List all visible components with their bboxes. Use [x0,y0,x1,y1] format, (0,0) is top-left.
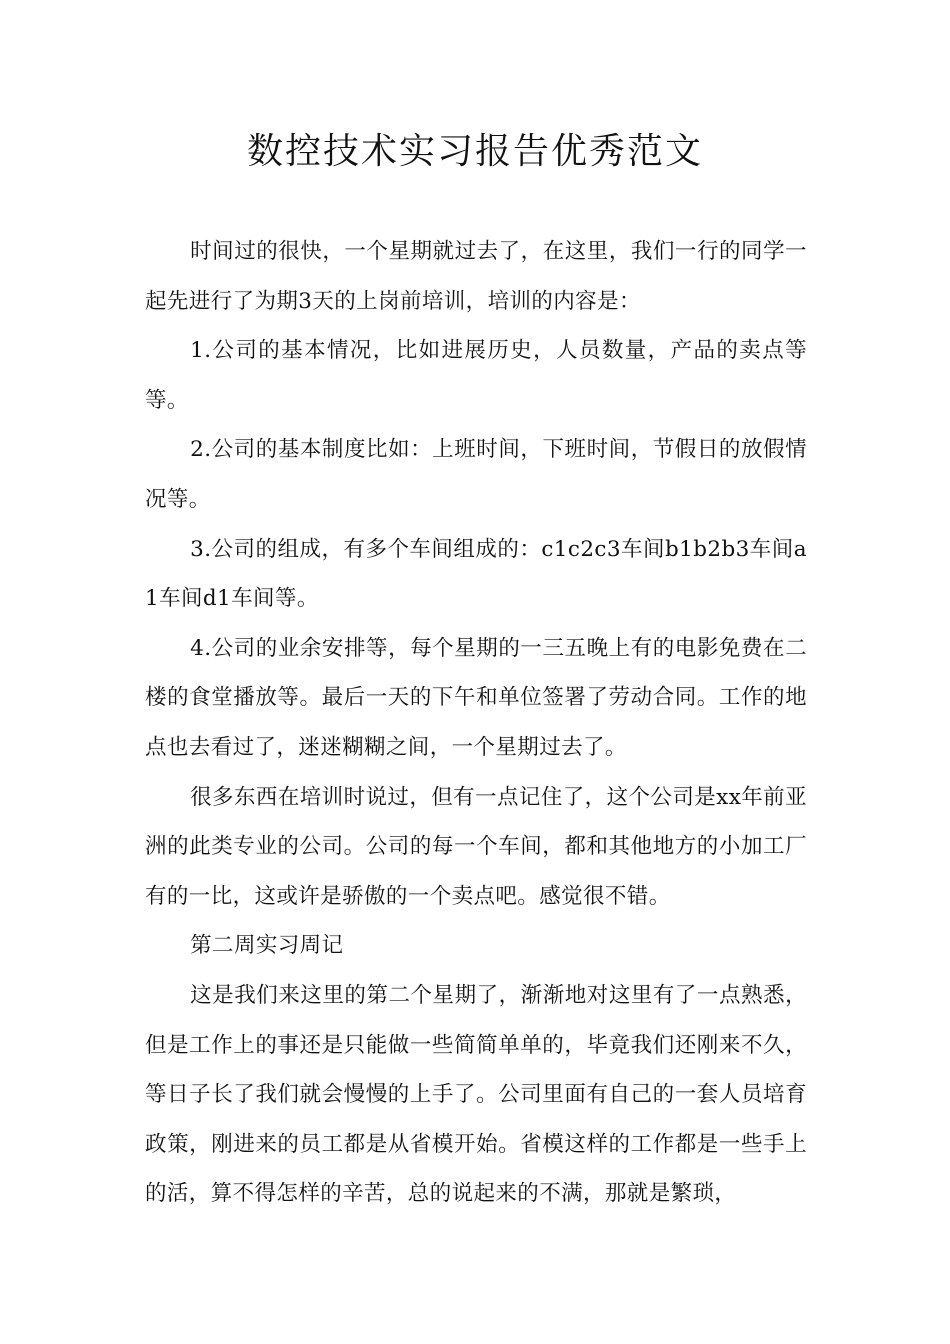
document-body [145,227,807,1219]
paragraph-intro: 时间过的很快，一个星期就过去了，在这里，我们一行的同学一起先进行了为期3天的上岗前培训，培训的内容是： [145,239,807,314]
paragraph-item-1: 1.公司的基本情况，比如进展历史，人员数量，产品的卖点等等。 [145,338,807,413]
document-title: 数控技术实习报告优秀范文 [246,131,703,172]
section-heading-week-2: 第二周实习周记 [190,933,344,959]
paragraph-item-4: 4.公司的业余安排等，每个星期的一三五晚上有的电影免费在二楼的食堂播放等。最后一天的下午和单位签署了劳动合同。工作的地点也去看过了，迷迷糊糊之间，一个星期过去了。 [145,635,807,760]
paragraph-item-3: 3.公司的组成，有多个车间组成的：c1c2c3车间b1b2b3车间a1车间d1车间等。 [145,536,807,612]
paragraph-week-2: 这是我们来这里的第二个星期了，渐渐地对这里有了一点熟悉，但是工作上的事还是只能做一些简简单单的，毕竟我们还刚来不久，等日子长了我们就会慢慢的上手了。公司里面有自己的一套人员培育政策，刚进来的员工都是从省模开始。省模这样的工作都是一些手上的活，算不得怎样的辛苦，总的说起来的不满，那就是繁琐， [145,982,807,1207]
paragraph-item-2: 2.公司的基本制度比如：上班时间，下班时间，节假日的放假情况等。 [145,437,807,512]
paragraph-summary: 很多东西在培训时说过，但有一点记住了，这个公司是xx年前亚洲的此类专业的公司。公司的每一个车间，都和其他地方的小加工厂有的一比，这或许是骄傲的一个卖点吧。感觉很不错。 [145,784,807,909]
